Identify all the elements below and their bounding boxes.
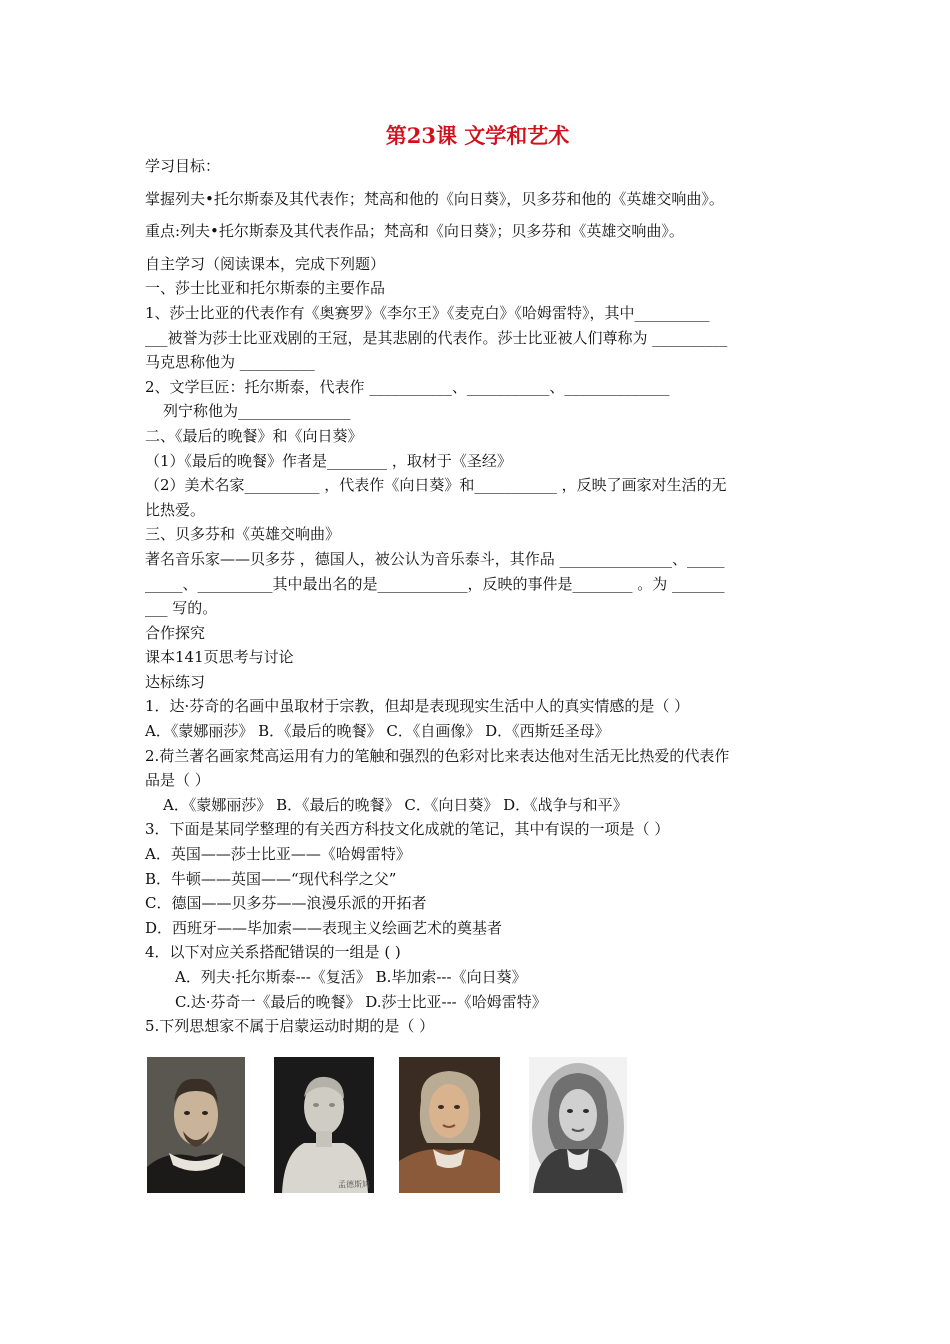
text-line: 二、《最后的晚餐》和《向日葵》 xyxy=(145,426,363,445)
option-b: B．牛顿——英国——“现代科学之父” xyxy=(145,869,397,888)
text-line: 2、文学巨匠：托尔斯泰，代表作 ___________、___________、______________ xyxy=(145,377,670,396)
text-line: ___被誉为莎士比亚戏剧的王冠，是其悲剧的代表作。莎士比亚被人们尊称为 __________ xyxy=(145,328,728,347)
text-line: 马克思称他为 __________ xyxy=(145,353,315,372)
text-line: 自主学习（阅读课本，完成下列题） xyxy=(145,254,386,273)
text-line: 1、莎士比亚的代表作有《奥赛罗》《李尔王》《麦克白》《哈姆雷特》，其中__________ xyxy=(145,303,710,322)
portrait-image-1 xyxy=(147,1057,245,1193)
question-4: 4．以下对应关系搭配错误的一组是 ( ) xyxy=(145,943,401,962)
text-line: 重点:列夫•托尔斯泰及其代表作品；梵高和《向日葵》；贝多芬和《英雄交响曲》。 xyxy=(145,222,684,241)
text-line: 三、贝多芬和《英雄交响曲》 xyxy=(145,525,341,544)
option-d: D．西班牙——毕加索——表现主义绘画艺术的奠基者 xyxy=(145,918,503,937)
question-5: 5.下列思想家不属于启蒙运动时期的是（ ） xyxy=(145,1017,435,1036)
text-line: 课本141页思考与讨论 xyxy=(145,648,294,667)
option-a: A．英国——莎士比亚——《哈姆雷特》 xyxy=(145,845,411,864)
portrait-row xyxy=(147,1057,627,1197)
text-line: _____、__________其中最出名的是____________，反映的事件是________ 。为 _______ xyxy=(145,574,725,593)
question-3: 3．下面是某同学整理的有关西方科技文化成就的笔记，其中有误的一项是（ ） xyxy=(145,820,670,839)
question-1-options: A．《蒙娜丽莎》 B．《最后的晚餐》 C．《自画像》 D．《西斯廷圣母》 xyxy=(145,722,610,741)
portrait-image-2 xyxy=(274,1057,374,1193)
text-line: 掌握列夫•托尔斯泰及其代表作；梵高和他的《向日葵》，贝多芬和他的《英雄交响曲》。 xyxy=(145,189,724,208)
text-line: （2）美术名家__________ ，代表作《向日葵》和___________ ，反映了画家对生活的无 xyxy=(145,476,727,495)
portrait-image-4 xyxy=(529,1057,627,1193)
text-line: 一、莎士比亚和托尔斯泰的主要作品 xyxy=(145,279,386,298)
text-line: 比热爱。 xyxy=(145,500,206,519)
text-line: 达标练习 xyxy=(145,672,206,691)
question-2-options: A．《蒙娜丽莎》 B．《最后的晚餐》 C．《向日葵》 D．《战争与和平》 xyxy=(163,795,628,814)
worksheet xyxy=(145,118,810,1039)
question-4-options-1: A．列夫·托尔斯泰---《复活》 B.毕加索---《向日葵》 xyxy=(175,968,527,986)
text-line: 列宁称他为_______________ xyxy=(163,402,351,421)
question-1: 1．达·芬奇的名画中虽取材于宗教，但却是表现现实生活中人的真实情感的是（ ） xyxy=(145,697,690,716)
option-c: C．德国——贝多芬——浪漫乐派的开拓者 xyxy=(145,894,427,913)
page-title: 第23课 文学和艺术 xyxy=(385,123,570,148)
text-line: 合作探究 xyxy=(145,623,206,642)
portrait-caption: 孟德斯鸠 xyxy=(338,1180,370,1189)
question-2-cont: 品是（ ） xyxy=(145,771,210,790)
question-2: 2.荷兰著名画家梵高运用有力的笔触和强烈的色彩对比来表达他对生活无比热爱的代表作 xyxy=(145,746,730,765)
question-4-options-2: C.达·芬奇一《最后的晚餐》 D.莎士比亚---《哈姆雷特》 xyxy=(175,992,547,1011)
text-line: （1）《最后的晚餐》作者是________ ，取材于《圣经》 xyxy=(145,451,512,470)
text-line: ___ 写的。 xyxy=(145,599,218,618)
text-line: 学习目标： xyxy=(145,157,221,175)
text-line: 著名音乐家——贝多芬 ，德国人，被公认为音乐泰斗，其作品 _______________、_____ xyxy=(145,549,725,568)
portrait-image-3 xyxy=(399,1057,500,1193)
